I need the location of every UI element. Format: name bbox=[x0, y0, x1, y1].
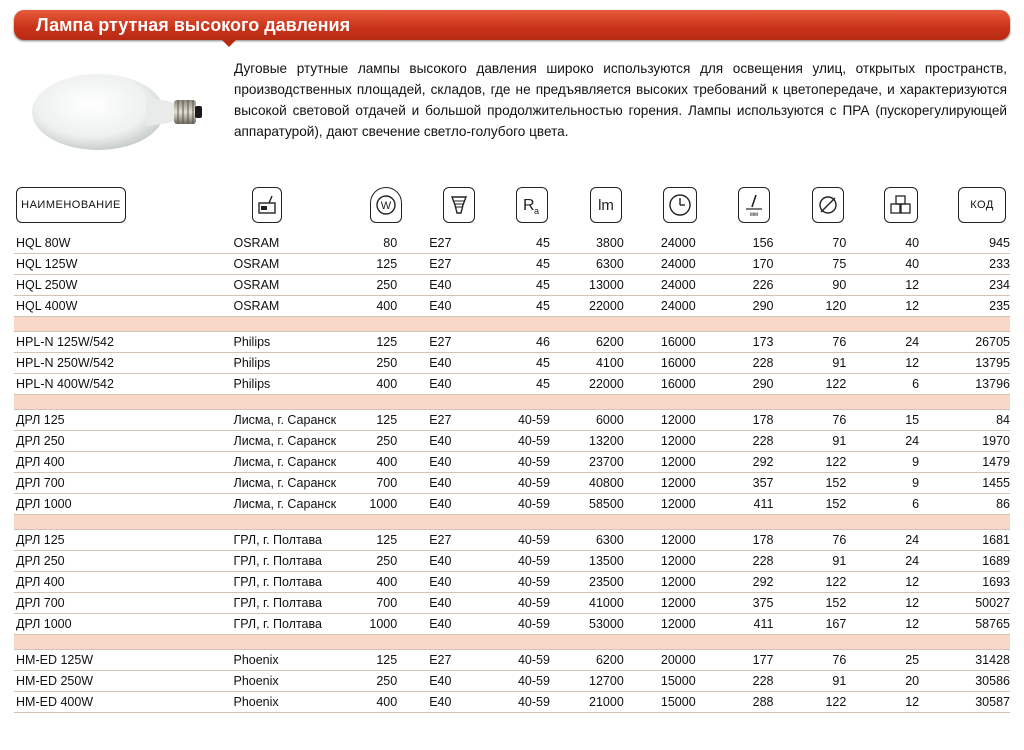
table-row bbox=[14, 452, 1010, 473]
base-cell: E27 bbox=[397, 233, 493, 254]
manufacturer-cell: ГРЛ, г. Полтава bbox=[233, 530, 353, 551]
diameter-mm-cell: 91 bbox=[773, 353, 846, 374]
code-cell: 1689 bbox=[919, 551, 1010, 572]
length-mm-cell: 411 bbox=[696, 494, 774, 515]
luminous-flux-cell: 6200 bbox=[550, 650, 624, 671]
pack-quantity-cell: 6 bbox=[846, 374, 919, 395]
base-cell: E27 bbox=[397, 254, 493, 275]
diameter-mm-cell: 122 bbox=[773, 374, 846, 395]
svg-text:мм: мм bbox=[749, 212, 759, 218]
lifetime-hours-cell: 12000 bbox=[624, 452, 696, 473]
name-column-label: НАИМЕНОВАНИЕ bbox=[21, 199, 121, 211]
code-cell: 86 bbox=[919, 494, 1010, 515]
code-cell: 1970 bbox=[919, 431, 1010, 452]
base-cell: E40 bbox=[397, 671, 493, 692]
lamp-name-cell: HM-ED 250W bbox=[14, 671, 233, 692]
base-cell: E27 bbox=[397, 410, 493, 431]
base-cell: E40 bbox=[397, 473, 493, 494]
manufacturer-cell: Лисма, г. Саранск bbox=[233, 410, 353, 431]
base-cell: E27 bbox=[397, 530, 493, 551]
name-column-header bbox=[16, 187, 126, 223]
luminous-flux-cell: 6200 bbox=[550, 332, 624, 353]
manufacturer-cell: Phoenix bbox=[233, 671, 353, 692]
diameter-mm-cell: 122 bbox=[773, 572, 846, 593]
code-cell: 234 bbox=[919, 275, 1010, 296]
length-mm-cell: 357 bbox=[696, 473, 774, 494]
table-row bbox=[14, 572, 1010, 593]
power-w-cell: 80 bbox=[353, 233, 397, 254]
lifetime-icon bbox=[663, 187, 697, 223]
lamp-name-cell: HM-ED 125W bbox=[14, 650, 233, 671]
svg-text:W: W bbox=[380, 200, 392, 212]
length-mm-cell: 290 bbox=[696, 296, 774, 317]
base-cell: E40 bbox=[397, 452, 493, 473]
pack-quantity-cell: 12 bbox=[846, 593, 919, 614]
pack-quantity-cell: 40 bbox=[846, 233, 919, 254]
power-w-cell: 250 bbox=[353, 353, 397, 374]
luminous-flux-cell: 22000 bbox=[550, 296, 624, 317]
lamp-name-cell: ДРЛ 125 bbox=[14, 530, 233, 551]
base-cell: E40 bbox=[397, 593, 493, 614]
package-icon bbox=[884, 187, 918, 223]
pack-quantity-cell: 6 bbox=[846, 494, 919, 515]
color-rendering-cell: 40-59 bbox=[493, 431, 550, 452]
luminous-flux-cell: 6300 bbox=[550, 530, 624, 551]
manufacturer-cell: Philips bbox=[233, 374, 353, 395]
table-row bbox=[14, 431, 1010, 452]
color-rendering-cell: 40-59 bbox=[493, 473, 550, 494]
table-row bbox=[14, 593, 1010, 614]
length-mm-cell: 177 bbox=[696, 650, 774, 671]
code-cell: 1681 bbox=[919, 530, 1010, 551]
code-cell: 1479 bbox=[919, 452, 1010, 473]
luminous-flux-cell: 13200 bbox=[550, 431, 624, 452]
luminous-flux-cell: 40800 bbox=[550, 473, 624, 494]
manufacturer-cell: ГРЛ, г. Полтава bbox=[233, 551, 353, 572]
base-icon bbox=[443, 187, 475, 223]
power-w-cell: 400 bbox=[353, 296, 397, 317]
code-column-header bbox=[958, 187, 1006, 223]
power-w-cell: 250 bbox=[353, 431, 397, 452]
color-rendering-cell: 40-59 bbox=[493, 410, 550, 431]
power-w-cell: 1000 bbox=[353, 494, 397, 515]
lamp-name-cell: HQL 125W bbox=[14, 254, 233, 275]
manufacturer-cell: OSRAM bbox=[233, 296, 353, 317]
base-cell: E40 bbox=[397, 572, 493, 593]
power-w-cell: 250 bbox=[353, 671, 397, 692]
manufacturer-cell: Phoenix bbox=[233, 650, 353, 671]
power-w-cell: 400 bbox=[353, 692, 397, 713]
color-rendering-cell: 40-59 bbox=[493, 671, 550, 692]
color-rendering-cell: 45 bbox=[493, 296, 550, 317]
table-row bbox=[14, 614, 1010, 635]
lamp-name-cell: ДРЛ 250 bbox=[14, 551, 233, 572]
lifetime-hours-cell: 12000 bbox=[624, 410, 696, 431]
diameter-mm-cell: 122 bbox=[773, 692, 846, 713]
length-mm-cell: 228 bbox=[696, 353, 774, 374]
color-rendering-cell: 40-59 bbox=[493, 593, 550, 614]
diameter-mm-cell: 90 bbox=[773, 275, 846, 296]
lifetime-hours-cell: 12000 bbox=[624, 530, 696, 551]
base-cell: E40 bbox=[397, 692, 493, 713]
luminous-flux-cell: 23500 bbox=[550, 572, 624, 593]
group-separator bbox=[14, 317, 1010, 332]
power-w-cell: 700 bbox=[353, 473, 397, 494]
power-w-cell: 125 bbox=[353, 254, 397, 275]
table-row bbox=[14, 353, 1010, 374]
group-separator bbox=[14, 395, 1010, 410]
lamp-name-cell: ДРЛ 1000 bbox=[14, 614, 233, 635]
color-rendering-cell: 45 bbox=[493, 353, 550, 374]
code-cell: 84 bbox=[919, 410, 1010, 431]
color-rendering-cell: 45 bbox=[493, 374, 550, 395]
length-mm-cell: 288 bbox=[696, 692, 774, 713]
luminous-flux-icon bbox=[590, 187, 622, 223]
pack-quantity-cell: 24 bbox=[846, 332, 919, 353]
length-mm-cell: 375 bbox=[696, 593, 774, 614]
manufacturer-cell: Лисма, г. Саранск bbox=[233, 452, 353, 473]
color-rendering-icon bbox=[516, 187, 548, 223]
pack-quantity-cell: 24 bbox=[846, 530, 919, 551]
base-cell: E40 bbox=[397, 353, 493, 374]
code-cell: 233 bbox=[919, 254, 1010, 275]
power-w-cell: 1000 bbox=[353, 614, 397, 635]
length-mm-cell: 173 bbox=[696, 332, 774, 353]
lamp-name-cell: HQL 80W bbox=[14, 233, 233, 254]
base-cell: E40 bbox=[397, 374, 493, 395]
manufacturer-cell: Лисма, г. Саранск bbox=[233, 494, 353, 515]
diameter-mm-cell: 75 bbox=[773, 254, 846, 275]
lifetime-hours-cell: 12000 bbox=[624, 431, 696, 452]
luminous-flux-cell: 13500 bbox=[550, 551, 624, 572]
length-mm-cell: 156 bbox=[696, 233, 774, 254]
code-column-label: КОД bbox=[970, 199, 994, 211]
diameter-mm-cell: 91 bbox=[773, 671, 846, 692]
table-row bbox=[14, 551, 1010, 572]
lifetime-hours-cell: 12000 bbox=[624, 494, 696, 515]
diameter-mm-cell: 76 bbox=[773, 332, 846, 353]
lamp-name-cell: HQL 400W bbox=[14, 296, 233, 317]
code-cell: 13796 bbox=[919, 374, 1010, 395]
svg-text:lm: lm bbox=[598, 197, 614, 214]
diameter-mm-cell: 152 bbox=[773, 494, 846, 515]
manufacturer-cell: ГРЛ, г. Полтава bbox=[233, 572, 353, 593]
table-row bbox=[14, 671, 1010, 692]
luminous-flux-cell: 6300 bbox=[550, 254, 624, 275]
length-mm-cell: 411 bbox=[696, 614, 774, 635]
luminous-flux-cell: 58500 bbox=[550, 494, 624, 515]
luminous-flux-cell: 41000 bbox=[550, 593, 624, 614]
base-cell: E27 bbox=[397, 650, 493, 671]
luminous-flux-cell: 6000 bbox=[550, 410, 624, 431]
lifetime-hours-cell: 12000 bbox=[624, 551, 696, 572]
diameter-mm-cell: 76 bbox=[773, 410, 846, 431]
manufacturer-cell: ГРЛ, г. Полтава bbox=[233, 614, 353, 635]
code-cell: 235 bbox=[919, 296, 1010, 317]
power-w-cell: 400 bbox=[353, 572, 397, 593]
length-mm-cell: 228 bbox=[696, 551, 774, 572]
base-cell: E40 bbox=[397, 494, 493, 515]
diameter-mm-cell: 152 bbox=[773, 473, 846, 494]
diameter-mm-cell: 120 bbox=[773, 296, 846, 317]
lifetime-hours-cell: 16000 bbox=[624, 332, 696, 353]
lifetime-hours-cell: 16000 bbox=[624, 374, 696, 395]
lifetime-hours-cell: 24000 bbox=[624, 275, 696, 296]
luminous-flux-cell: 4100 bbox=[550, 353, 624, 374]
manufacturer-cell: Лисма, г. Саранск bbox=[233, 431, 353, 452]
banner-pointer bbox=[222, 40, 236, 47]
lamp-name-cell: ДРЛ 700 bbox=[14, 473, 233, 494]
pack-quantity-cell: 9 bbox=[846, 473, 919, 494]
length-mm-cell: 292 bbox=[696, 452, 774, 473]
description-text: Дуговые ртутные лампы высокого давления широко используются для освещения улиц, открытых пространств, производственных площадей, складов, где не предъявляется высоких требований к цветопередаче, и характеризуются высокой световой отдачей и большой продолжительностью горения. Лампы используются с ПРА (пускорегулирующей аппаратурой), дают свечение светло-голубого цвета. bbox=[234, 61, 1007, 139]
code-cell: 1693 bbox=[919, 572, 1010, 593]
table-row bbox=[14, 692, 1010, 713]
color-rendering-cell: 40-59 bbox=[493, 692, 550, 713]
lifetime-hours-cell: 16000 bbox=[624, 353, 696, 374]
lifetime-hours-cell: 24000 bbox=[624, 233, 696, 254]
power-w-cell: 125 bbox=[353, 332, 397, 353]
table-row bbox=[14, 410, 1010, 431]
lifetime-hours-cell: 15000 bbox=[624, 692, 696, 713]
length-icon bbox=[738, 187, 770, 223]
manufacturer-cell: OSRAM bbox=[233, 254, 353, 275]
table-row bbox=[14, 233, 1010, 254]
lamp-name-cell: HPL-N 400W/542 bbox=[14, 374, 233, 395]
length-mm-cell: 228 bbox=[696, 671, 774, 692]
code-cell: 31428 bbox=[919, 650, 1010, 671]
length-mm-cell: 292 bbox=[696, 572, 774, 593]
power-w-cell: 700 bbox=[353, 593, 397, 614]
table-row bbox=[14, 275, 1010, 296]
pack-quantity-cell: 25 bbox=[846, 650, 919, 671]
mercury-lamp-image bbox=[28, 68, 208, 158]
lamp-name-cell: ДРЛ 400 bbox=[14, 572, 233, 593]
base-cell: E27 bbox=[397, 332, 493, 353]
title-banner bbox=[14, 10, 1010, 40]
pack-quantity-cell: 12 bbox=[846, 614, 919, 635]
luminous-flux-cell: 23700 bbox=[550, 452, 624, 473]
lamp-name-cell: ДРЛ 700 bbox=[14, 593, 233, 614]
pack-quantity-cell: 20 bbox=[846, 671, 919, 692]
table-row bbox=[14, 332, 1010, 353]
lamp-name-cell: ДРЛ 250 bbox=[14, 431, 233, 452]
base-cell: E40 bbox=[397, 614, 493, 635]
pack-quantity-cell: 12 bbox=[846, 692, 919, 713]
power-icon bbox=[370, 187, 402, 223]
lifetime-hours-cell: 12000 bbox=[624, 473, 696, 494]
lamp-name-cell: ДРЛ 125 bbox=[14, 410, 233, 431]
diameter-icon bbox=[812, 187, 844, 223]
base-cell: E40 bbox=[397, 275, 493, 296]
power-w-cell: 250 bbox=[353, 275, 397, 296]
length-mm-cell: 226 bbox=[696, 275, 774, 296]
code-cell: 26705 bbox=[919, 332, 1010, 353]
code-cell: 945 bbox=[919, 233, 1010, 254]
code-cell: 30586 bbox=[919, 671, 1010, 692]
length-mm-cell: 178 bbox=[696, 410, 774, 431]
lamp-name-cell: HPL-N 250W/542 bbox=[14, 353, 233, 374]
lamp-spec-table bbox=[14, 233, 1010, 713]
luminous-flux-cell: 3800 bbox=[550, 233, 624, 254]
manufacturer-cell: ГРЛ, г. Полтава bbox=[233, 593, 353, 614]
pack-quantity-cell: 12 bbox=[846, 572, 919, 593]
group-separator bbox=[14, 515, 1010, 530]
pack-quantity-cell: 9 bbox=[846, 452, 919, 473]
lamp-name-cell: ДРЛ 400 bbox=[14, 452, 233, 473]
length-mm-cell: 170 bbox=[696, 254, 774, 275]
table-row bbox=[14, 530, 1010, 551]
lifetime-hours-cell: 12000 bbox=[624, 593, 696, 614]
diameter-mm-cell: 76 bbox=[773, 650, 846, 671]
diameter-mm-cell: 91 bbox=[773, 551, 846, 572]
code-cell: 1455 bbox=[919, 473, 1010, 494]
lifetime-hours-cell: 15000 bbox=[624, 671, 696, 692]
lifetime-hours-cell: 20000 bbox=[624, 650, 696, 671]
color-rendering-cell: 40-59 bbox=[493, 530, 550, 551]
pack-quantity-cell: 12 bbox=[846, 353, 919, 374]
lamp-name-cell: HM-ED 400W bbox=[14, 692, 233, 713]
svg-text:a: a bbox=[534, 206, 540, 216]
manufacturer-cell: OSRAM bbox=[233, 275, 353, 296]
code-cell: 58765 bbox=[919, 614, 1010, 635]
table-row bbox=[14, 374, 1010, 395]
color-rendering-cell: 40-59 bbox=[493, 572, 550, 593]
color-rendering-cell: 40-59 bbox=[493, 494, 550, 515]
color-rendering-cell: 45 bbox=[493, 254, 550, 275]
lamp-name-cell: ДРЛ 1000 bbox=[14, 494, 233, 515]
table-row bbox=[14, 296, 1010, 317]
code-cell: 50027 bbox=[919, 593, 1010, 614]
color-rendering-cell: 40-59 bbox=[493, 551, 550, 572]
lifetime-hours-cell: 12000 bbox=[624, 614, 696, 635]
table-row bbox=[14, 254, 1010, 275]
lamp-name-cell: HQL 250W bbox=[14, 275, 233, 296]
base-cell: E40 bbox=[397, 431, 493, 452]
length-mm-cell: 178 bbox=[696, 530, 774, 551]
color-rendering-cell: 40-59 bbox=[493, 650, 550, 671]
group-separator bbox=[14, 635, 1010, 650]
column-icons-row bbox=[0, 187, 1024, 229]
luminous-flux-cell: 22000 bbox=[550, 374, 624, 395]
page-title: Лампа ртутная высокого давления bbox=[36, 15, 351, 35]
color-rendering-cell: 46 bbox=[493, 332, 550, 353]
diameter-mm-cell: 152 bbox=[773, 593, 846, 614]
manufacturer-cell: OSRAM bbox=[233, 233, 353, 254]
diameter-mm-cell: 70 bbox=[773, 233, 846, 254]
length-mm-cell: 228 bbox=[696, 431, 774, 452]
power-w-cell: 125 bbox=[353, 650, 397, 671]
diameter-mm-cell: 122 bbox=[773, 452, 846, 473]
power-w-cell: 125 bbox=[353, 410, 397, 431]
manufacturer-cell: Philips bbox=[233, 332, 353, 353]
luminous-flux-cell: 13000 bbox=[550, 275, 624, 296]
color-rendering-cell: 40-59 bbox=[493, 614, 550, 635]
manufacturer-cell: Philips bbox=[233, 353, 353, 374]
color-rendering-cell: 45 bbox=[493, 275, 550, 296]
diameter-mm-cell: 91 bbox=[773, 431, 846, 452]
luminous-flux-cell: 12700 bbox=[550, 671, 624, 692]
table-row bbox=[14, 473, 1010, 494]
pack-quantity-cell: 12 bbox=[846, 275, 919, 296]
code-cell: 13795 bbox=[919, 353, 1010, 374]
code-cell: 30587 bbox=[919, 692, 1010, 713]
diameter-mm-cell: 167 bbox=[773, 614, 846, 635]
power-w-cell: 125 bbox=[353, 530, 397, 551]
diameter-mm-cell: 76 bbox=[773, 530, 846, 551]
manufacturer-cell: Phoenix bbox=[233, 692, 353, 713]
manufacturer-cell: Лисма, г. Саранск bbox=[233, 473, 353, 494]
power-w-cell: 400 bbox=[353, 374, 397, 395]
color-rendering-cell: 45 bbox=[493, 233, 550, 254]
luminous-flux-cell: 53000 bbox=[550, 614, 624, 635]
power-w-cell: 400 bbox=[353, 452, 397, 473]
power-w-cell: 250 bbox=[353, 551, 397, 572]
color-rendering-cell: 40-59 bbox=[493, 452, 550, 473]
svg-text:R: R bbox=[523, 197, 535, 214]
table-row bbox=[14, 494, 1010, 515]
manufacturer-icon bbox=[252, 187, 282, 223]
length-mm-cell: 290 bbox=[696, 374, 774, 395]
base-cell: E40 bbox=[397, 296, 493, 317]
luminous-flux-cell: 21000 bbox=[550, 692, 624, 713]
pack-quantity-cell: 24 bbox=[846, 431, 919, 452]
lifetime-hours-cell: 12000 bbox=[624, 572, 696, 593]
lifetime-hours-cell: 24000 bbox=[624, 254, 696, 275]
lifetime-hours-cell: 24000 bbox=[624, 296, 696, 317]
pack-quantity-cell: 15 bbox=[846, 410, 919, 431]
pack-quantity-cell: 40 bbox=[846, 254, 919, 275]
pack-quantity-cell: 24 bbox=[846, 551, 919, 572]
lamp-name-cell: HPL-N 125W/542 bbox=[14, 332, 233, 353]
base-cell: E40 bbox=[397, 551, 493, 572]
table-row bbox=[14, 650, 1010, 671]
pack-quantity-cell: 12 bbox=[846, 296, 919, 317]
